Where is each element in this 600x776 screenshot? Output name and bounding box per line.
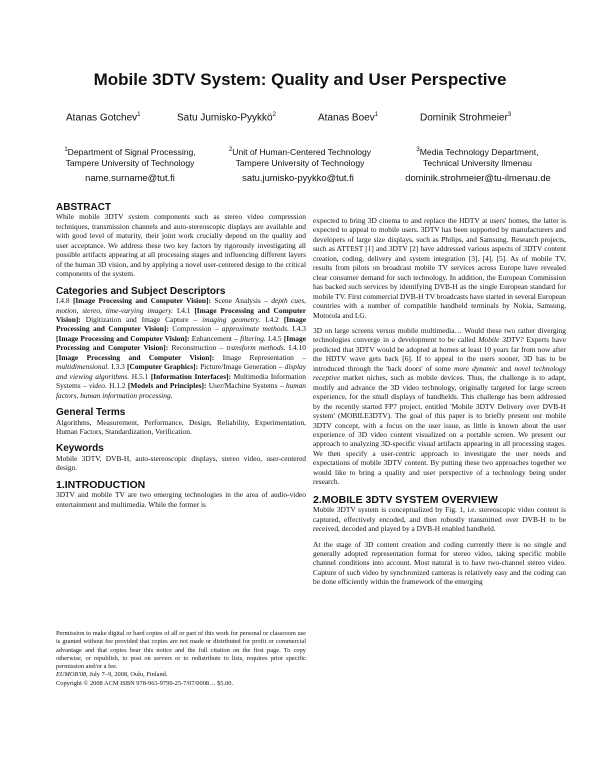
right-paragraph-3: Mobile 3DTV system is conceptualized by Fig. 1, i.e. stereoscopic video content is captured, effectively encoded, and then robustly transmitted over DVB-H to be received, decoded and played by a DVB-H enabled handheld. xyxy=(313,505,566,534)
affiliation-sup: 2 xyxy=(228,147,233,153)
venue-details: July 7–9, 2008, Oulu, Finland. xyxy=(89,671,168,679)
author-1 xyxy=(66,112,141,123)
keywords-text: Mobile 3DTV, DVB-H, auto-stereoscopic displays, stereo video, user-centered design. xyxy=(56,453,306,473)
affiliation-sup: 1 xyxy=(64,147,68,153)
category-bold: [Image Processing and Computer Vision]: xyxy=(56,333,306,353)
affiliation-2 xyxy=(215,145,385,169)
category-code: I.4.8 xyxy=(56,296,70,306)
category-code: I.4.2 xyxy=(265,314,279,324)
email-2[interactable]: satu.jumisko-pyykko@tut.fi xyxy=(242,172,354,183)
category-code: I.4.1 xyxy=(176,305,191,315)
general-terms-text: Algorithms, Measurement, Performance, Design, Reliability, Experimentation, Human Factors, Standardization, Verification. xyxy=(56,417,306,436)
right-paragraph-4: At the stage of 3D content creation and coding currently there is no single and generally adopted representation format for stereo video, taking specific mobile channel conditions into account. Most natural is to have two-channel stereo video. Capture of such video by synchronized cameras is relatively easy and the coding can be done efficiently within the framework of the emerging xyxy=(313,539,566,587)
category-italic: filtering. xyxy=(240,333,266,343)
author-2 xyxy=(177,112,276,123)
text-span: market niches, such as mobile devices. Thus, the challenge is to adapt, modify and advance the 3D video technology, originally targeted for large screen experience, for the small displays of handhelds. This challenge has been addressed by the recently started FP7 project, entitled 'Mobile 3DTV Delivery over DVB-H system' (MOBILE3DTV). The goal of this paper is to briefly present our mobile 3DTV concept, with a focus on the user issue, as little is known about the user experience of 3D video content visualized on a portable screen. We present our approach to analyzing 3D-specific visual artifacts appearing in all processing stages. We then specify a user-centric approach to investigate the user needs and expectations of mobile 3DTV content. By putting these two approaches together we would like to bring a quality and user perspective of a technology being under research. xyxy=(313,373,566,487)
category-italic: video. xyxy=(88,381,107,391)
category-plain: Enhancement – xyxy=(191,333,238,343)
category-plain: Image Representation – xyxy=(222,352,306,362)
category-bold: [Image Processing and Computer Vision]: xyxy=(56,352,215,362)
right-column xyxy=(313,216,566,587)
keywords-heading: Keywords xyxy=(56,443,104,455)
category-code: I.4.10 xyxy=(288,343,306,353)
paper-title: Mobile 3DTV System: Quality and User Perspective xyxy=(93,70,507,89)
category-italic: transform methods. xyxy=(226,343,286,353)
author-4 xyxy=(420,112,511,123)
category-bold: [Computer Graphics]: xyxy=(127,362,199,372)
author-sup: 1 xyxy=(374,112,379,118)
category-code: I.4.3 xyxy=(292,324,306,334)
email-1[interactable]: name.surname@tut.fi xyxy=(85,172,175,183)
category-bold: [Image Processing and Computer Vision]: xyxy=(56,333,190,343)
left-column xyxy=(56,203,306,509)
author-name: Satu Jumisko-Pyykkö xyxy=(177,112,273,124)
category-plain: Multimedia Information Systems – xyxy=(56,371,306,391)
category-plain: Reconstruction – xyxy=(171,343,224,353)
permission-text: Permission to make digital or hard copies of all or part of this work for personal or classroom use is granted without fee provided that copies are not made or distributed for profit or commercial advantage and that copies bear this notice and the full citation on the first page. To copy otherwise, or republish, to post on servers or to redistribute to lists, requires prior specific permission and/or a fee. xyxy=(56,630,306,671)
affiliation-3 xyxy=(390,145,565,169)
category-plain: Compression – xyxy=(172,324,219,334)
text-span-italic: novel technology receptive xyxy=(313,363,566,383)
abstract-heading: ABSTRACT xyxy=(56,202,111,213)
section-2-heading: 2.MOBILE 3DTV SYSTEM OVERVIEW xyxy=(313,493,498,506)
category-plain: Digitization and Image Capture – xyxy=(85,314,198,324)
affiliation-1 xyxy=(45,145,215,169)
category-bold: [Information Interfaces]: xyxy=(150,371,231,381)
intro-heading: 1.INTRODUCTION xyxy=(56,478,146,491)
category-italic: multidimensional. xyxy=(56,362,110,372)
copyright: Copyright © 2008 ACM ISBN 978-963-9799-25-7/07/0008… $5.00. xyxy=(56,679,234,687)
affiliation-line: Technical University Ilmenau xyxy=(423,157,532,168)
author-name: Atanas Boev xyxy=(318,112,375,124)
text-span: Experts have predicted that 3DTV would be adopted at homes at least 10 years far from now after the HDTV wave gets back [6]. If to appeal to the users sooner, 3D has to be introduced through the 'back doors' of some xyxy=(313,335,566,373)
permission-block xyxy=(56,630,306,688)
affiliation-line: Department of Signal Processing, xyxy=(67,146,196,157)
text-span-italic: Mobile 3DTV? xyxy=(478,335,524,345)
intro-text: 3DTV and mobile TV are two emerging technologies in the area of audio-video entertainment and multimedia. While the former is xyxy=(56,490,306,509)
affiliation-line: Tampere University of Technology xyxy=(65,157,195,168)
categories-text xyxy=(56,296,306,400)
category-plain: Picture/Image Generation – xyxy=(200,362,283,372)
author-3 xyxy=(318,112,378,123)
author-sup: 3 xyxy=(507,112,512,118)
category-bold: [Image Processing and Computer Vision]: xyxy=(72,296,211,306)
author-sup: 2 xyxy=(272,112,276,118)
category-plain: Scene Analysis – xyxy=(214,296,268,306)
general-terms-heading: General Terms xyxy=(56,407,126,419)
affiliation-line: Unit of Human-Centered Technology xyxy=(232,146,372,157)
category-code: H.5.1 xyxy=(131,371,149,381)
text-span: 3D on large screens versus mobile multimedia… Would these two rather diverging technologies converge in a development to be called xyxy=(313,325,566,345)
author-name: Dominik Strohmeier xyxy=(420,112,508,124)
category-italic: imaging geometry. xyxy=(202,314,261,324)
text-span-italic: more dynamic xyxy=(454,363,498,373)
category-italic: display and viewing algorithms. xyxy=(56,362,306,381)
affiliation-sup: 3 xyxy=(416,147,420,153)
affiliation-line: Media Technology Department, xyxy=(419,146,539,157)
category-plain: User/Machine Systems – xyxy=(208,381,284,391)
category-code: H.1.2 xyxy=(109,381,126,391)
category-italic: human factors, human information processing. xyxy=(56,381,306,400)
category-bold: [Models and Principles]: xyxy=(127,381,207,391)
email-3[interactable]: dominik.strohmeier@tu-ilmenau.de xyxy=(405,172,551,183)
category-bold: [Image Processing and Computer Vision]: xyxy=(56,314,307,334)
categories-heading: Categories and Subject Descriptors xyxy=(56,285,226,297)
venue: EUMOB'08, xyxy=(56,671,88,679)
text-span: and xyxy=(500,363,512,373)
author-sup: 1 xyxy=(137,112,141,118)
category-code: I.4.5 xyxy=(268,333,282,343)
author-name: Atanas Gotchev xyxy=(66,112,138,124)
right-paragraph-1: expected to bring 3D cinema to and replace the HDTV at users' homes, the latter is expected to appeal to mobile users. 3DTV has been supported by manufacturers and developers of large size displays, such as Philips, and Samsung. Research projects, such as ATTEST [1] and 3DTV [2] have addressed various aspects of 3DTV content creation, coding, delivery and system integration [3], [4], [5]. As of mobile TV, results from pilots on broadcast mobile TV services across Europe have revealed clear consumer demand for such technology. In addition, the European Commission has backed such services by identifying DVB-H as the single European standard for mobile TV. First commercial DVB-H TV broadcasts have started in several European countries with a number of compatible handheld terminals by Nokia, Samsung, Motorola and LG. xyxy=(313,216,566,320)
category-italic: approximate methods. xyxy=(221,324,289,334)
category-italic: depth cues, motion, stereo, time-varying imagery. xyxy=(56,296,306,315)
abstract-text: While mobile 3DTV system components such as stereo video compression techniques, transmission channels and auto-stereoscopic displays are available and with good level of maturity, their joint work crucially depend on the quality and user acceptance. We address these two key factors by rigorously investigating all possible artifacts appearing at all processing stages and influencing different layers of the human 3D vision, and by applying a novel user-centered design to the critical components of the system. xyxy=(56,212,306,279)
category-code: I.3.3 xyxy=(111,362,125,372)
affiliation-line: Tampere University of Technology xyxy=(235,157,365,168)
right-paragraph-2 xyxy=(313,326,566,487)
category-bold: [Image Processing and Computer Vision]: xyxy=(56,305,306,324)
